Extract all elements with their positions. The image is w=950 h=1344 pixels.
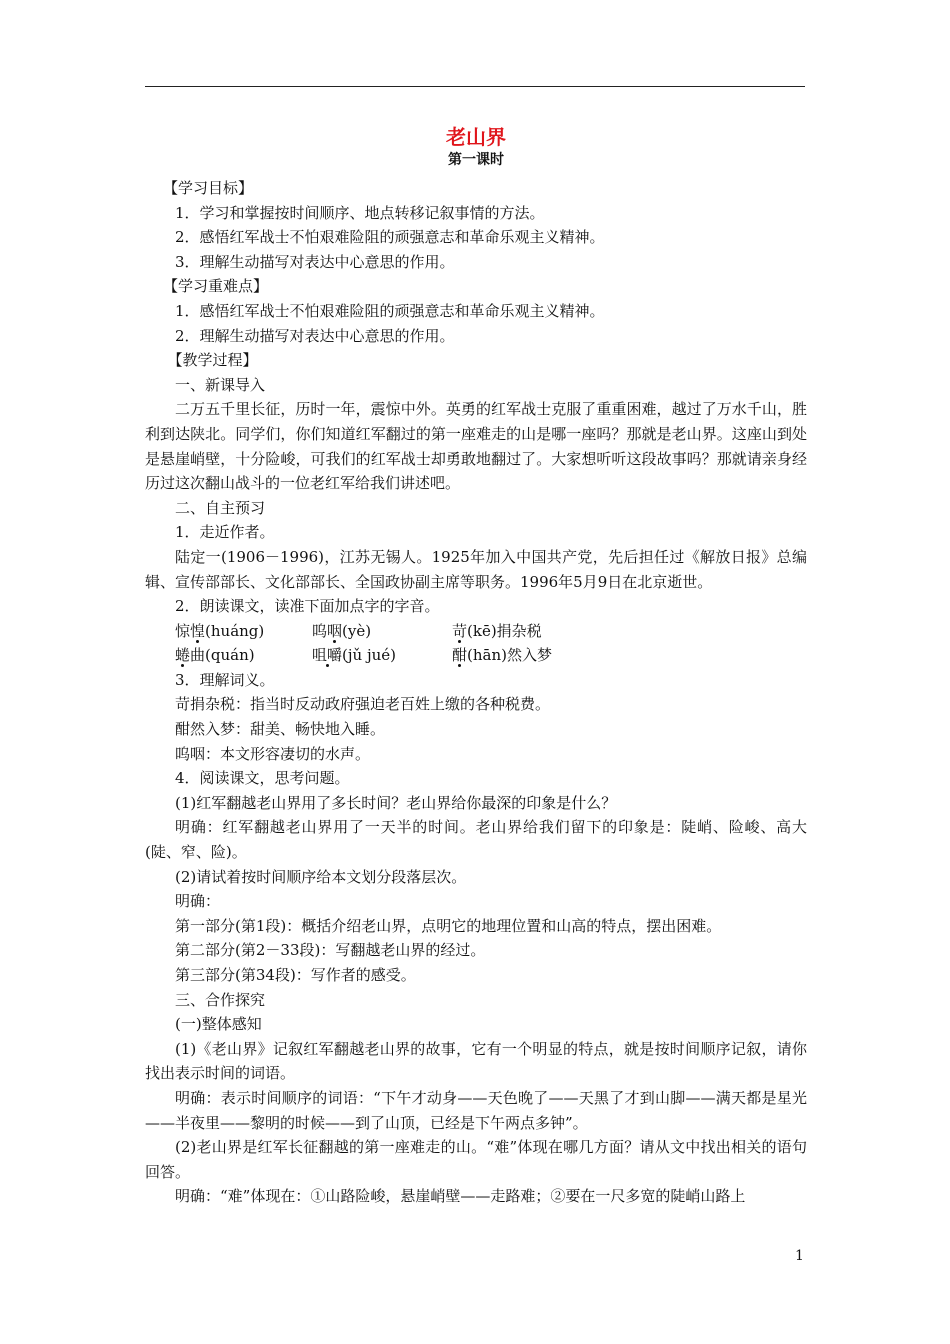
reading-heading: 2．朗读课文，读准下面加点字的字音。 [175,597,440,616]
pronunciation-grid [145,619,807,668]
answer-2-part: 第二部分(第2－33段)：写翻越老山界的经过。 [175,941,486,960]
document-title: 老山界 [446,125,506,149]
overall-heading: (一)整体感知 [175,1015,262,1034]
dotted-char: 蜷 [175,646,191,665]
pronunciation-item: 酣(hān)然入梦 [452,646,552,665]
key-point-item: 2．理解生动描写对表达中心意思的作用。 [175,326,455,345]
preview-heading: 二、自主预习 [175,498,266,517]
dotted-char: 苛 [452,621,468,640]
author-text: 陆定一(1906－1996)，江苏无锡人。1925年加入中国共产党，先后担任过《解放日报》总编辑、宣传部部长、文化部部长、全国政协副主席等职务。1996年5月9日在北京逝世。 [145,547,807,591]
pronunciation-item: 呜咽(yè) [312,621,372,640]
goal-item: 1．学习和掌握按时间顺序、地点转移记叙事情的方法。 [175,203,545,222]
goal-item: 2．感悟红军战士不怕艰难险阻的顽强意志和革命乐观主义精神。 [175,228,605,247]
intro-text: 二万五千里长征，历时一年，震惊中外。英勇的红军战士克服了重重困难，越过了万水千山，胜利到达陕北。同学们，你们知道红军翻过的第一座难走的山是哪一座吗？那就是老山界。这座山到处是悬崖峭壁，十分险峻，可我们的红军战士却勇敢地翻过了。大家想听听这段故事吗？那就请亲身经历过这次翻山战斗的一位老红军给我们讲述吧。 [145,400,807,493]
explore-question-2: (2)老山界是红军长征翻越的第一座难走的山。“难”体现在哪几方面？请从文中找出相关的语句回答。 [145,1138,807,1181]
process-heading: 【教学过程】 [167,351,258,370]
answer-2-label: 明确： [175,892,221,911]
key-points-heading: 【学习重难点】 [163,277,269,296]
explore-question-1: (1)《老山界》记叙红军翻越老山界的故事，它有一个明显的特点，就是按时间顺序记叙，请你找出表示时间的词语。 [145,1039,807,1083]
page-number: 1 [795,1248,804,1264]
answer-2-part: 第三部分(第34段)：写作者的感受。 [175,966,416,984]
vocab-heading: 3．理解词义。 [175,670,275,689]
goals-heading: 【学习目标】 [163,179,254,197]
pronunciation-item: 惊惶(huáng) [175,621,265,640]
vocab-item: 苛捐杂税：指当时反动政府强迫老百姓上缴的各种税费。 [175,695,551,714]
vocab-item: 酣然入梦：甜美、畅快地入睡。 [175,720,386,739]
dotted-char: 咀嚼 [312,646,343,665]
dotted-char: 咽 [327,621,343,640]
pronunciation-item: 蜷曲(quán) [175,646,255,665]
dotted-char: 酣 [452,646,468,665]
vocab-item: 呜咽：本文形容凄切的水声。 [175,744,371,763]
goal-item: 3．理解生动描写对表达中心意思的作用。 [175,252,455,271]
intro-heading: 一、新课导入 [175,375,266,394]
answer-2-part: 第一部分(第1段)：概括介绍老山界，点明它的地理位置和山高的特点，摆出困难。 [175,916,722,935]
header-rule [145,86,805,87]
key-point-item: 1．感悟红军战士不怕艰难险阻的顽强意志和革命乐观主义精神。 [175,301,605,320]
answer-1: 明确：红军翻越老山界用了一天半的时间。老山界给我们留下的印象是：陡峭、险峻、高大(陡、窄、险)。 [145,818,807,862]
document-subtitle: 第一课时 [448,152,504,168]
pronunciation-item: 苛(kē)捐杂税 [452,621,542,640]
question-2: (2)请试着按时间顺序给本文划分段落层次。 [175,867,467,886]
document-body [145,124,807,1209]
explore-answer-2: 明确：“难”体现在：①山路险峻，悬崖峭壁——走路难；②要在一尺多宽的陡峭山路上 [175,1187,746,1206]
explore-heading: 三、合作探究 [175,990,266,1009]
explore-answer-1: 明确：表示时间顺序的词语：“下午才动身——天色晚了——天黑了才到山脚——满天都是星光——半夜里——黎明的时候——到了山顶，已经是下午两点多钟”。 [145,1088,807,1132]
questions-heading: 4．阅读课文，思考问题。 [175,769,350,788]
pronunciation-item: 咀嚼(jǔ jué) [312,646,396,665]
question-1: (1)红军翻越老山界用了多长时间？老山界给你最深的印象是什么？ [175,793,617,812]
author-heading: 1．走近作者。 [175,523,275,542]
dotted-char: 惶 [190,621,206,640]
